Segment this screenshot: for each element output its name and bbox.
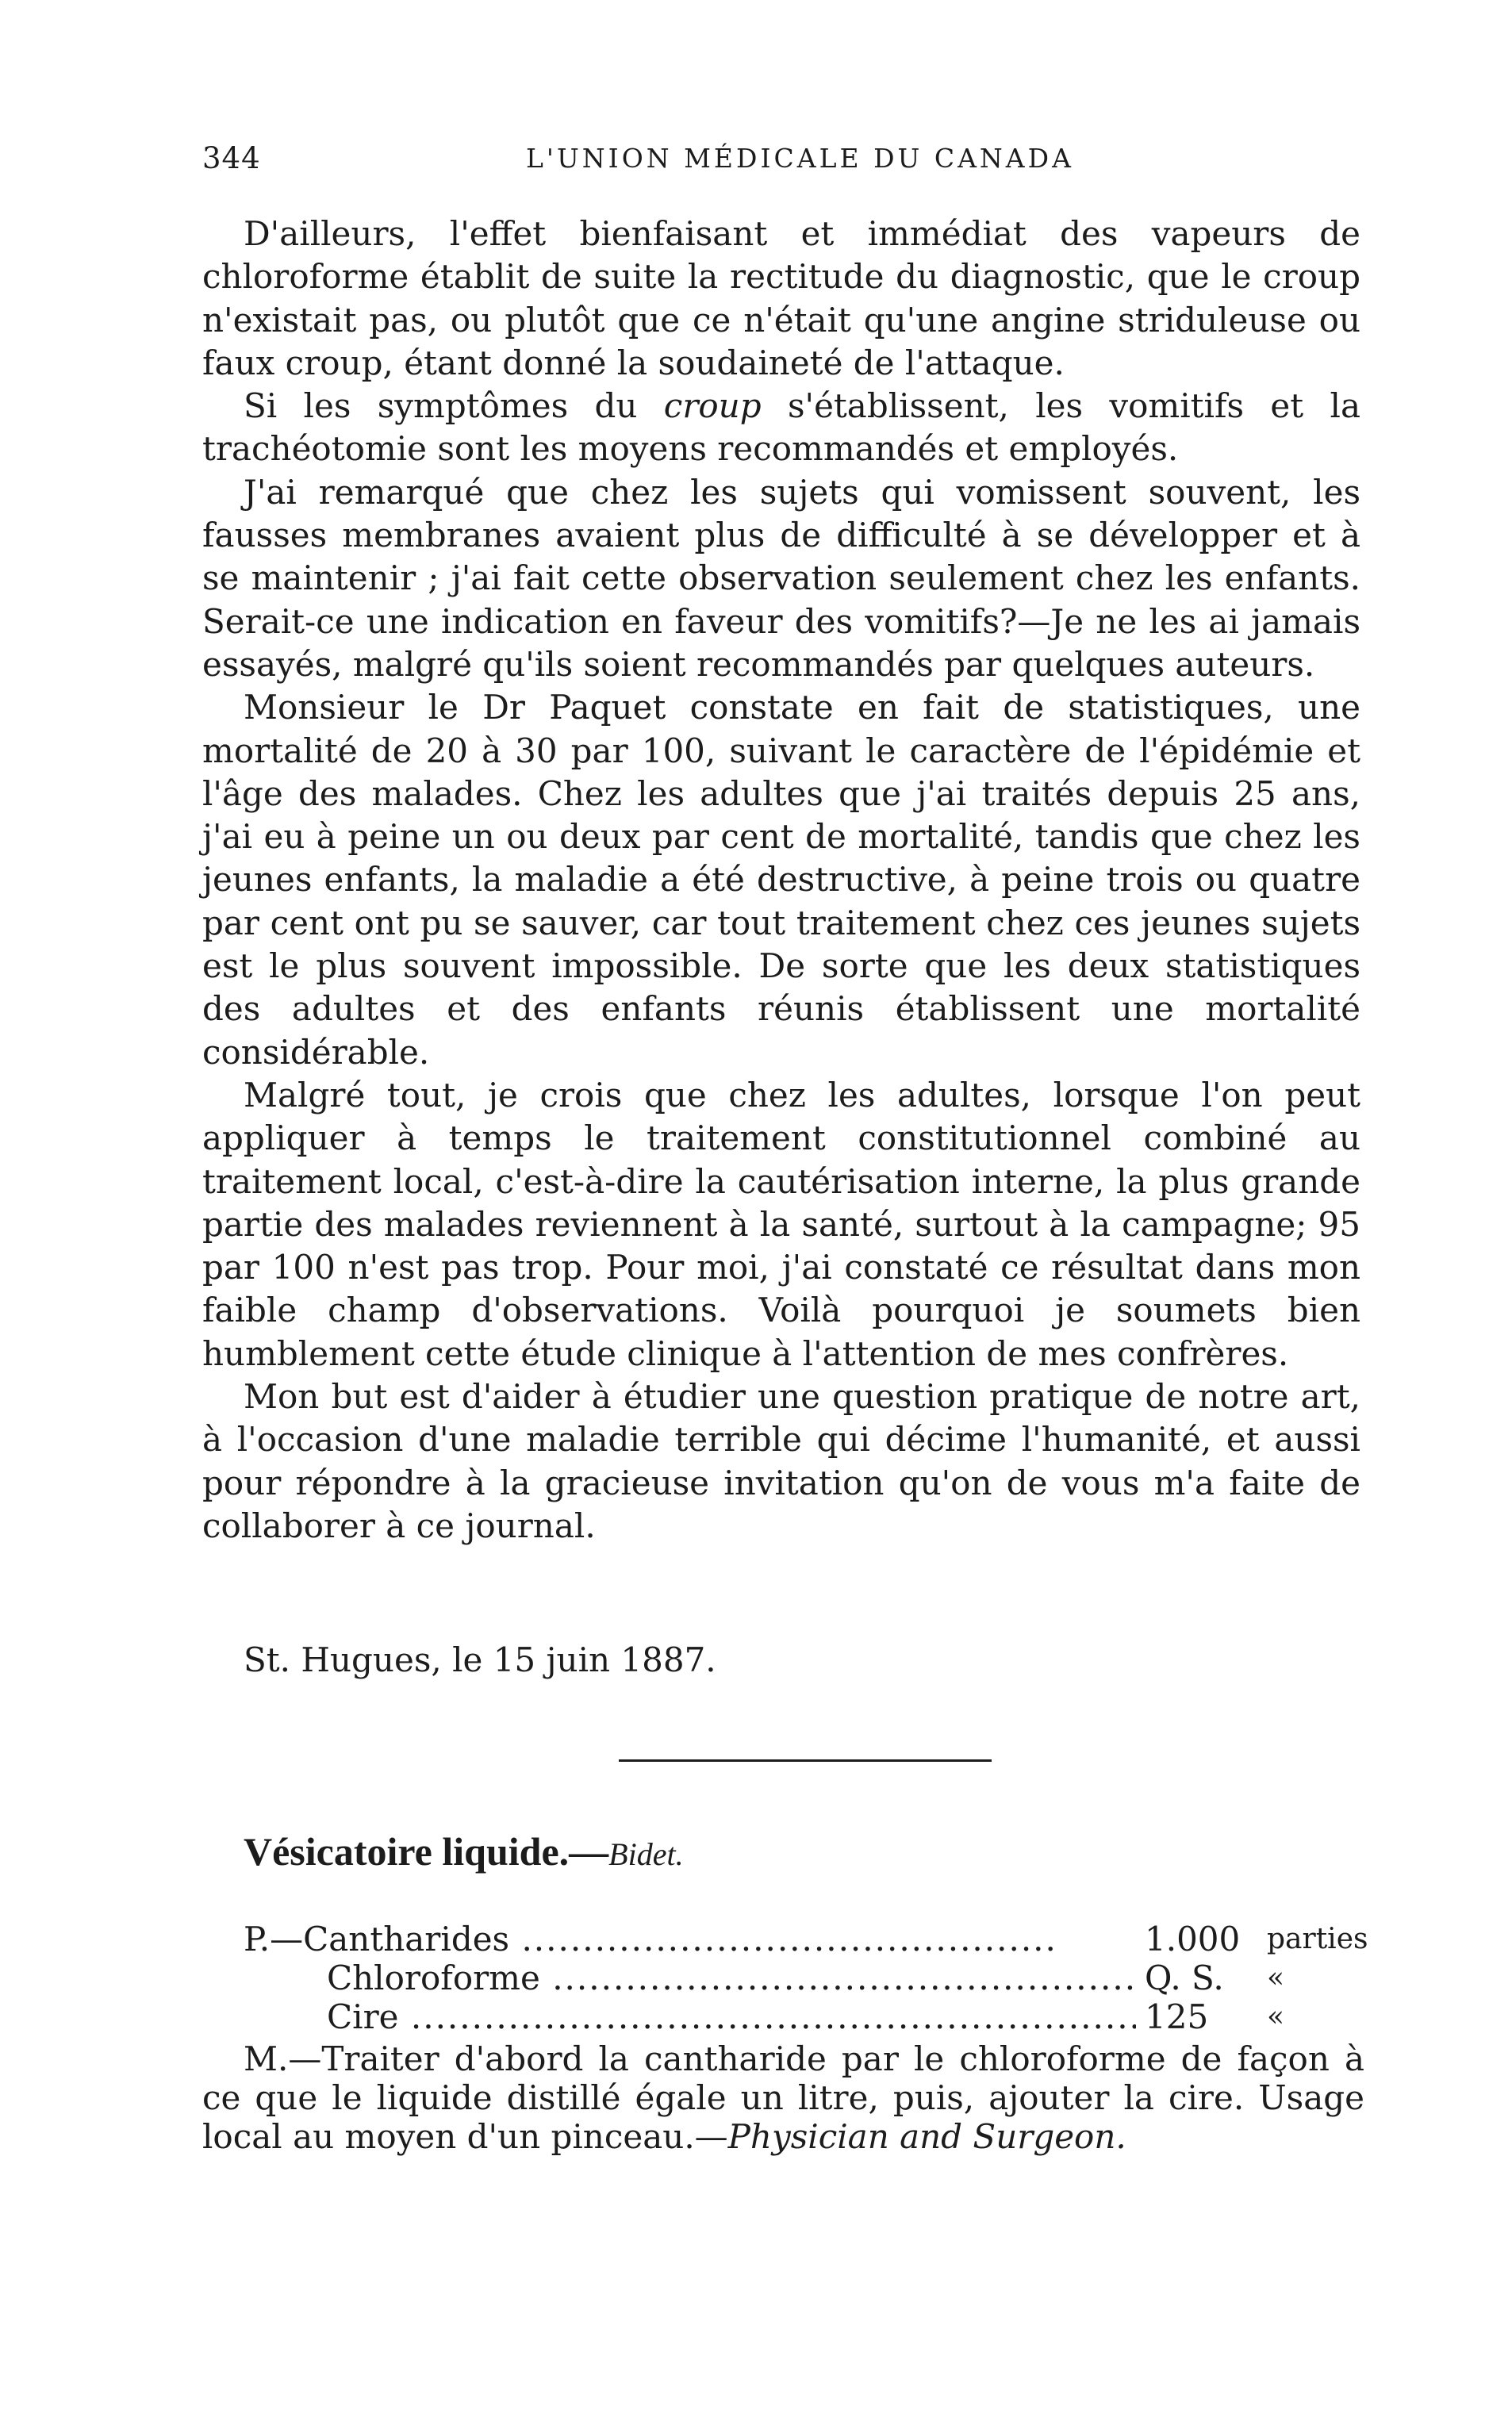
ingredient-name: Cantharides [303, 1920, 510, 1959]
paragraph: Malgré tout, je crois que chez les adultes, lorsque l'on peut appliquer à temps le traitement constitutionnel combiné au traitement local, c'est-à-dire la cautérisation interne, la plus grande partie des malades reviennent à la santé, surtout à la campagne; 95 par 100 n'est pas trop. Pour moi, j'ai constaté ce résultat dans mon faible champ d'observations. Voilà pourquoi je soumets bien humblement cette étude clinique à l'attention de mes confrères. [202, 1075, 1360, 1373]
ingredient-row [244, 1959, 1362, 1997]
recipe-method [202, 2039, 1364, 2156]
paragraph: J'ai remarqué que chez les sujets qui vomissent souvent, les fausses membranes avaient plus de difficulté à se développer et à se maintenir ; j'ai fait cette observation seulement chez les enfants. Serait-ce une indication en faveur des vomitifs?—Je ne les ai jamais essayés, malgré qu'ils soient recommandés par quelques auteurs. [202, 472, 1360, 684]
ingredient-unit: parties [1267, 1923, 1368, 1955]
ingredient-quantity: Q. S. [1140, 1959, 1232, 1997]
article-body [202, 213, 1360, 1548]
recipe-source: Physician and Surgeon. [727, 2117, 1126, 2156]
ingredient-line [244, 1920, 1053, 1959]
paragraph-end: s'établissent, les vomitifs et la trachéotomie sont les moyens recommandés et employés. [202, 386, 1360, 469]
dateline: St. Hugues, le 15 juin 1887. [244, 1640, 716, 1679]
ingredient-unit: « [1267, 1962, 1285, 1994]
section-divider [619, 1759, 992, 1762]
paragraph: Mon but est d'aider à étudier une question pratique de notre art, à l'occasion d'une maladie terrible qui décime l'humanité, et aussi pour répondre à la gracieuse invitation qu'on de vous m'a faite de collaborer à ce journal. [202, 1377, 1360, 1545]
paragraph: D'ailleurs, l'effet bienfaisant et immédiat des vapeurs de chloroforme établit de suite la rectitude du diagnostic, que le croup n'existait pas, ou plutôt que ce n'était qu'une angine striduleuse ou faux croup, étant donné la soudaineté de l'attaque. [202, 214, 1360, 382]
page-header [202, 141, 1376, 181]
running-title: L'UNION MÉDICALE DU CANADA [526, 143, 1074, 174]
recipe-title [244, 1828, 684, 1874]
recipe-title-text: Vésicatoire liquide.— [244, 1829, 609, 1874]
recipe-prefix: P.— [244, 1920, 304, 1959]
ingredient-row [244, 1997, 1362, 2036]
recipe-author: Bidet. [608, 1836, 684, 1872]
ingredient-name: Cire ..... [327, 1997, 1136, 2036]
method-paragraph [202, 2039, 1364, 2156]
recipe-ingredients [244, 1920, 1368, 2036]
page-number: 344 [202, 141, 261, 175]
paragraph: Monsieur le Dr Paquet constate en fait de statistiques, une mortalité de 20 à 30 par 100, suivant le caractère de l'épidémie et l'âge des malades. Chez les adultes que j'ai traités depuis 25 ans, j'ai eu à peine un ou deux par cent de mortalité, tandis que chez les jeunes enfants, la maladie a été destructive, à peine trois ou quatre par cent ont pu se sauver, car tout traitement chez ces jeunes sujets est le plus souvent impossible. De sorte que les deux statistiques des adultes et des enfants réunis établissent une mortalité considérable. [202, 688, 1360, 1072]
method-text: M.—Traiter d'abord la cantharide par le chloroforme de façon à ce que le liquide distillé égale un litre, puis, ajouter la cire. Usage local au moyen d'un pinceau.— [202, 2039, 1364, 2156]
croup-term: croup [663, 386, 762, 426]
ingredient-quantity: 125 [1140, 1997, 1232, 2036]
ingredient-unit: « [1267, 2001, 1285, 2033]
paragraph [202, 385, 1360, 471]
ingredient-quantity: 1.000 [1140, 1920, 1232, 1959]
ingredient-name: Chloroforme ..... [327, 1959, 1136, 1997]
ingredient-row [244, 1920, 1368, 1959]
paragraph-start: Si les symptômes du [244, 386, 664, 426]
